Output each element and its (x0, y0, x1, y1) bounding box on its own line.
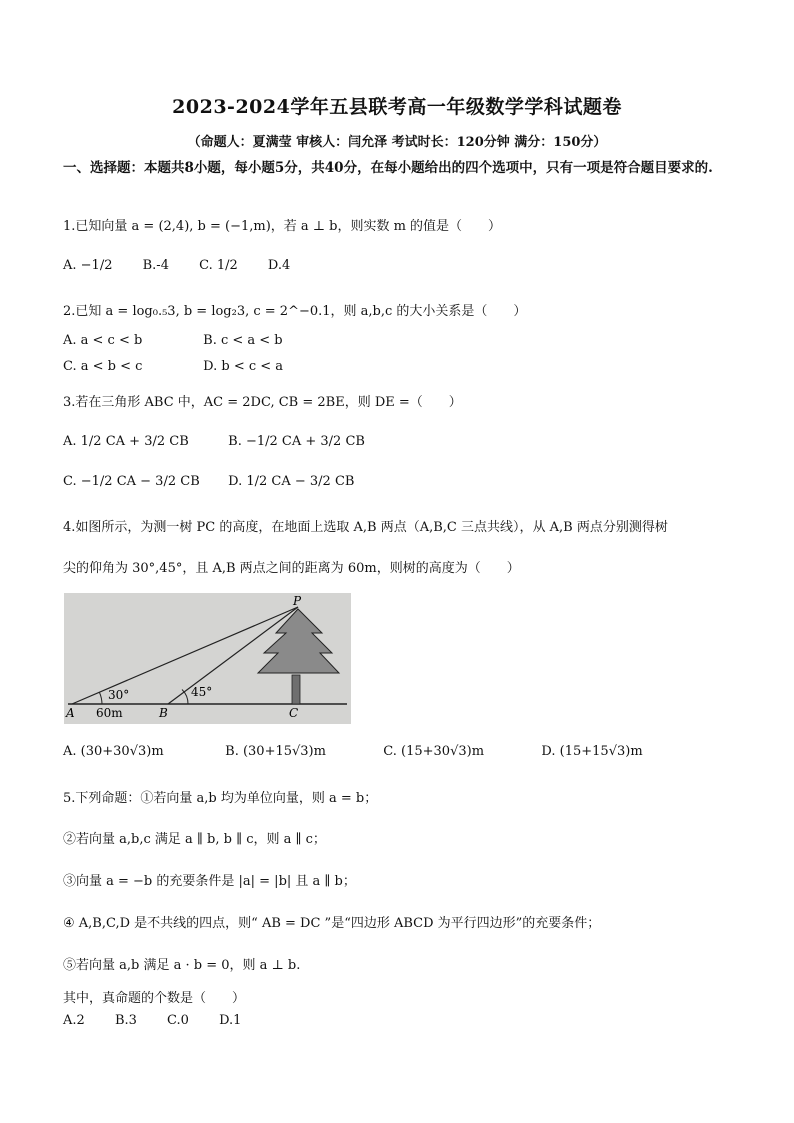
question-5-item-4: ④ A,B,C,D 是不共线的四点，则“ AB = DC ”是“四边形 ABCD 为平行四边形”的充要条件； (63, 916, 601, 931)
exam-subtitle: （命题人：夏满莹 审核人：闫允泽 考试时长：120分钟 满分：150分） (187, 135, 607, 150)
angle-label-a: 30° (108, 688, 130, 702)
option-a: A.2 (63, 1013, 85, 1028)
option-d: D. b < c < a (203, 359, 284, 374)
option-d: D.4 (267, 258, 291, 273)
option-a: A. (30+30√3)m (63, 744, 164, 759)
question-4-stem-line2: 尖的仰角为 30°,45°，且 A,B 两点之间的距离为 60m，则树的高度为（ ） (63, 561, 520, 576)
option-d: D. (15+15√3)m (541, 744, 643, 759)
question-3-stem: 3.若在三角形 ABC 中，AC = 2DC, CB = 2BE，则 DE =（ ） (63, 395, 462, 410)
tree-trunk (292, 675, 300, 704)
exam-title: 2023-2024学年五县联考高一年级数学学科试题卷 (172, 96, 622, 118)
option-c: C. a < b < c (63, 359, 143, 374)
question-5-options (63, 1013, 267, 1028)
question-1-stem: 1.已知向量 a = (2,4), b = (−1,m)，若 a ⊥ b，则实数 m 的值是（ ） (63, 219, 502, 234)
question-4-stem-line1: 4.如图所示，为测一树 PC 的高度，在地面上选取 A,B 两点（A,B,C 三点共线），从 A,B 两点分别测得树 (63, 520, 668, 535)
label-a: A (66, 706, 75, 720)
label-c: C (289, 706, 299, 720)
section-heading: 一、选择题：本题共8小题，每小题5分，共40分，在每小题给出的四个选项中，只有一项是符合题目要求的. (63, 160, 713, 176)
question-5-item-5: ⑤若向量 a,b 满足 a · b = 0，则 a ⊥ b. (63, 958, 301, 973)
question-3-options-row2 (63, 474, 380, 489)
option-c: C. 1/2 (199, 258, 238, 273)
option-a: A. −1/2 (63, 258, 113, 273)
option-a: A. 1/2 CA + 3/2 CB (63, 434, 189, 449)
option-c: C.0 (167, 1013, 189, 1028)
angle-label-b: 45° (191, 685, 213, 699)
question-2-stem: 2.已知 a = log₀.₅3, b = log₂3, c = 2^−0.1，则 a,b,c 的大小关系是（ ） (63, 304, 527, 319)
option-b: B. (30+15√3)m (225, 744, 326, 759)
question-5-ask: 其中，真命题的个数是（ ） (63, 991, 246, 1006)
question-1-options (63, 258, 316, 273)
question-2-options-row2 (63, 359, 309, 374)
option-d: D.1 (219, 1013, 242, 1028)
question-4-options (63, 744, 669, 759)
question-5-item-3: ③向量 a = −b 的充要条件是 |a| = |b| 且 a ∥ b； (63, 874, 356, 889)
label-p: P (293, 594, 302, 608)
option-b: B.-4 (142, 258, 169, 273)
option-c: C. −1/2 CA − 3/2 CB (63, 474, 200, 489)
option-c: C. (15+30√3)m (383, 744, 485, 759)
option-d: D. 1/2 CA − 3/2 CB (228, 474, 355, 489)
tree-measurement-figure (64, 593, 351, 724)
option-b: B.3 (114, 1013, 137, 1028)
distance-label: 60m (96, 706, 123, 720)
figure-svg (64, 593, 351, 724)
question-5-item-2: ②若向量 a,b,c 满足 a ∥ b, b ∥ c，则 a ∥ c； (63, 832, 326, 847)
option-b: B. −1/2 CA + 3/2 CB (228, 434, 365, 449)
question-2-options-row1 (63, 333, 309, 348)
option-b: B. c < a < b (203, 333, 283, 348)
label-b: B (159, 706, 168, 720)
question-3-options-row1 (63, 434, 391, 449)
option-a: A. a < c < b (63, 333, 143, 348)
question-5-stem: 5.下列命题：①若向量 a,b 均为单位向量，则 a = b； (63, 791, 378, 806)
